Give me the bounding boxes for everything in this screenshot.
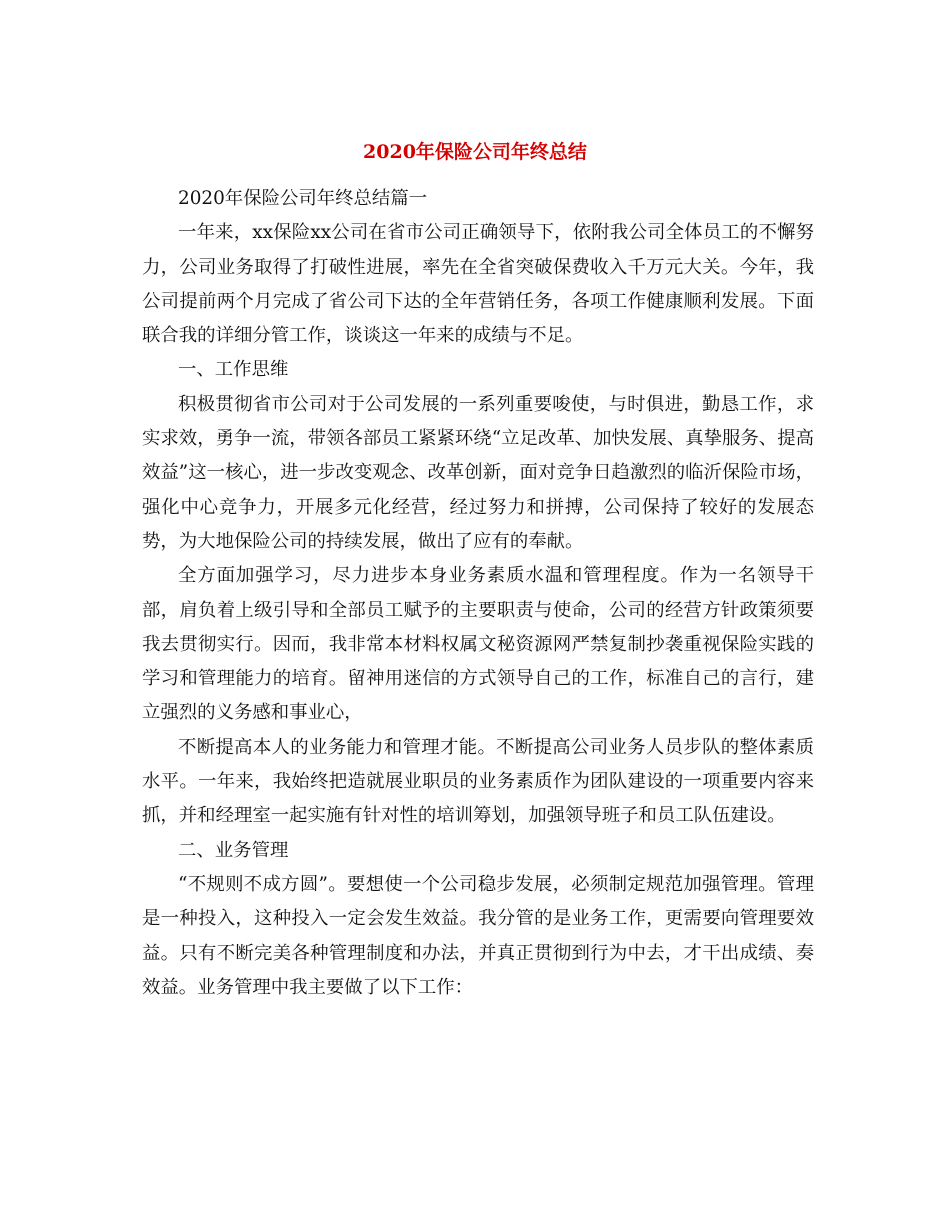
document-body	[142, 182, 814, 1005]
section-heading: 二、业务管理	[178, 839, 289, 861]
paragraph: 积极贯彻省市公司对于公司发展的一系列重要唆使，与时俱进，勤恳工作，求实求效，勇争一流，带领各部员工紧紧环绕“立足改革、加快发展、真挚服务、提高效益”这一核心，进一步改变观念、改革创新，面对竞争日趋激烈的临沂保险市场，强化中心竞争力，开展多元化经营，经过努力和拼搏，公司保持了较好的发展态势，为大地保险公司的持续发展，做出了应有的奉献。	[142, 393, 814, 552]
paragraph: “不规则不成方圆”。要想使一个公司稳步发展，必须制定规范加强管理。管理是一种投入，这种投入一定会发生效益。我分管的是业务工作，更需要向管理要效益。只有不断完美各种管理制度和办法，并真正贯彻到行为中去，才干出成绩、奏效益。业务管理中我主要做了以下工作：	[142, 873, 814, 998]
section-heading: 2020年保险公司年终总结篇一	[178, 188, 428, 209]
document-title: 2020年保险公司年终总结	[363, 141, 587, 163]
paragraph: 一年来，xx保险xx公司在省市公司正确领导下，依附我公司全体员工的不懈努力，公司业务取得了打破性进展，率先在全省突破保费收入千万元大关。今年，我公司提前两个月完成了省公司下达的全年营销任务，各项工作健康顺利发展。下面联合我的详细分管工作，谈谈这一年来的成绩与不足。	[142, 222, 814, 347]
paragraph: 不断提高本人的业务能力和管理才能。不断提高公司业务人员步队的整体素质水平。一年来，我始终把造就展业职员的业务素质作为团队建设的一项重要内容来抓，并和经理室一起实施有针对性的培训筹划，加强领导班子和员工队伍建设。	[142, 736, 814, 827]
paragraph: 全方面加强学习，尽力进步本身业务素质水温和管理程度。作为一名领导干部，肩负着上级引导和全部员工赋予的主要职责与使命，公司的经营方针政策须要我去贯彻实行。因而，我非常本材料权属文秘资源网严禁复制抄袭重视保险实践的学习和管理能力的培育。留神用迷信的方式领导自己的工作，标准自己的言行，建立强烈的义务感和事业心，	[142, 565, 814, 724]
section-heading: 一、工作思维	[178, 359, 289, 381]
